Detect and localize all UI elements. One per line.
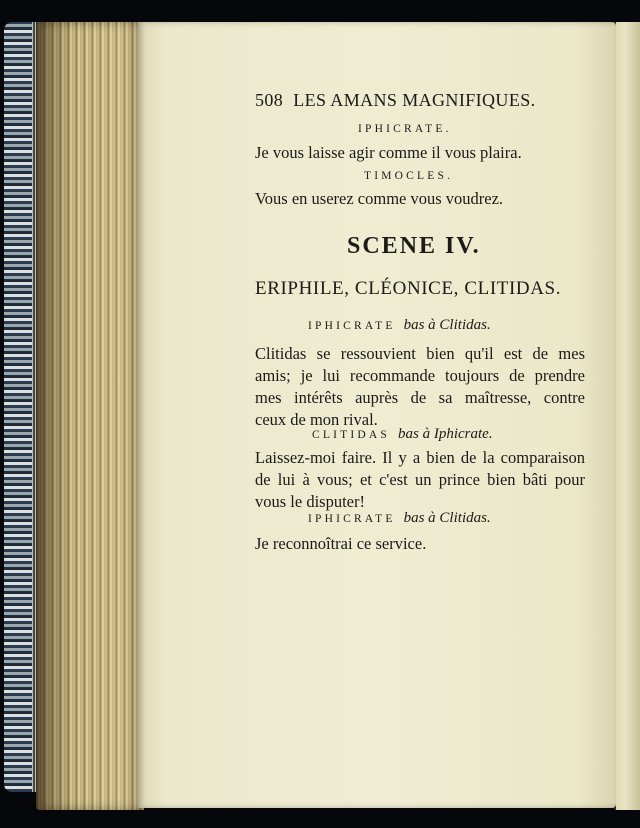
running-head	[255, 90, 536, 111]
scene-heading: SCENE IV.	[347, 233, 481, 259]
next-page-edge	[614, 22, 640, 810]
stage-direction: bas à Clitidas.	[403, 510, 491, 526]
book-page	[138, 22, 616, 808]
speaker-name: IPHICRATE.	[358, 123, 452, 135]
page-edges	[36, 22, 144, 810]
scene-characters: ERIPHILE, CLÉONICE, CLITIDAS.	[255, 278, 562, 299]
dialogue-line: de lui à vous; et c'est un prince bien bâti pour	[255, 470, 585, 489]
speaker-name: IPHICRATE	[308, 513, 396, 525]
running-title: LES AMANS MAGNIFIQUES.	[293, 90, 536, 110]
speaker-name: TIMOCLES.	[364, 170, 454, 182]
dialogue-line: Je reconnoîtrai ce service.	[255, 534, 427, 553]
dialogue-line: Laissez-moi faire. Il y a bien de la comparaison	[255, 448, 585, 467]
stage-direction: bas à Iphicrate.	[398, 426, 493, 442]
dialogue-line: Je vous laisse agir comme il vous plaira.	[255, 143, 522, 162]
stage-direction: bas à Clitidas.	[403, 317, 491, 333]
dialogue-line: Clitidas se ressouvient bien qu'il est de mes	[255, 344, 585, 363]
speaker-name: CLITIDAS	[312, 429, 390, 441]
speaker-heading	[312, 426, 493, 443]
page-text	[138, 22, 616, 808]
speaker-name: IPHICRATE	[308, 320, 396, 332]
speaker-heading	[308, 317, 491, 334]
dialogue-line: Vous en userez comme vous voudrez.	[255, 189, 504, 208]
dialogue-line: ceux de mon rival.	[255, 410, 378, 429]
dialogue-line: vous le disputer!	[255, 492, 365, 511]
dialogue-line: amis; je lui recommande toujours de prendre	[255, 366, 585, 385]
speaker-heading	[308, 510, 491, 527]
page-number: 508	[255, 90, 284, 110]
dialogue-line: mes intérêts auprès de sa maîtresse, contre	[255, 388, 585, 407]
